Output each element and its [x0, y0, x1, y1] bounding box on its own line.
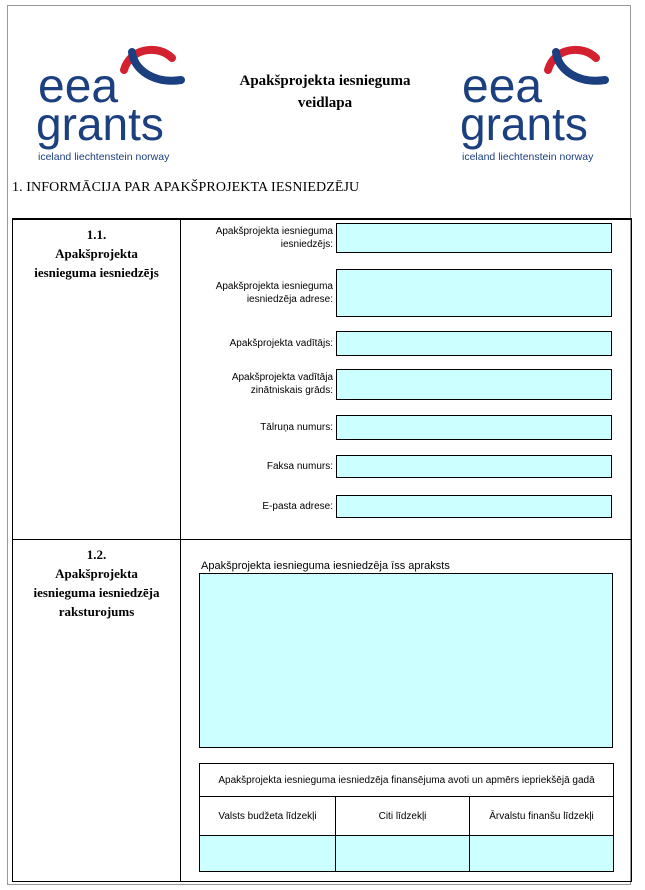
phone-field[interactable] — [336, 415, 612, 440]
email-field[interactable] — [336, 495, 612, 518]
manager-degree-field[interactable] — [336, 369, 612, 400]
other-funds-value-field[interactable] — [336, 836, 470, 872]
subsection-title: Apakšprojekta iesnieguma iesniedzējs — [34, 246, 159, 280]
logo-word1: eea — [38, 60, 119, 113]
subsection-1-1-header — [13, 219, 181, 539]
logo-word2: grants — [460, 98, 588, 150]
subsection-title: Apakšprojekta iesnieguma iesniedzēja raksturojums — [33, 565, 160, 619]
field-label: Apakšprojekta iesnieguma iesniedzēja adrese: — [215, 281, 333, 305]
project-manager-field[interactable] — [336, 331, 612, 356]
form-title-line1: Apakšprojekta iesnieguma — [239, 73, 411, 89]
applicant-name-field[interactable] — [336, 223, 612, 253]
finance-column-state-budget: Valsts budžeta līdzekļi — [200, 797, 336, 836]
subsection-number: 1.2. — [86, 546, 107, 562]
field-label: Faksa numurs: — [266, 460, 333, 472]
state-budget-value-field[interactable] — [200, 836, 336, 872]
section-heading: 1. INFORMĀCIJA PAR APAKŠPROJEKTA IESNIEDZĒJU — [12, 180, 360, 195]
finance-column-other: Citi līdzekļi — [336, 797, 470, 836]
field-row-degree — [186, 368, 631, 400]
fax-field[interactable] — [336, 455, 612, 478]
applicant-fields-cell — [181, 219, 632, 539]
subsection-number: 1.1. — [86, 227, 107, 242]
description-label: Apakšprojekta iesnieguma iesniedzēja īss apraksts — [201, 560, 450, 572]
finance-table-heading: Apakšprojekta iesnieguma iesniedzēja finansējuma avoti un apmērs iepriekšējā gadā — [200, 764, 614, 797]
field-row-applicant — [186, 222, 631, 254]
eea-grants-logo-right — [460, 40, 615, 165]
logo-word2: grants — [36, 98, 164, 150]
field-row-address — [186, 268, 631, 318]
logo-tagline: iceland liechtenstein norway — [38, 151, 170, 163]
field-row-manager — [186, 330, 631, 356]
eea-grants-logo-icon — [460, 40, 615, 165]
logo-word1: eea — [462, 60, 543, 113]
field-row-phone — [186, 414, 631, 440]
applicant-address-field[interactable] — [336, 269, 612, 317]
foreign-funds-value-field[interactable] — [470, 836, 614, 872]
form-title-line2: veidlapa — [297, 95, 353, 111]
finance-sources-table — [199, 763, 614, 872]
form-title — [205, 70, 445, 114]
field-label: E-pasta adrese: — [262, 500, 333, 512]
field-label: Apakšprojekta vadītājs: — [229, 337, 333, 349]
subsection-1-2-header — [13, 539, 181, 881]
field-label: Apakšprojekta vadītāja zinātniskais grāds: — [231, 372, 333, 396]
field-label: Apakšprojekta iesnieguma iesniedzējs: — [215, 226, 333, 250]
description-field[interactable] — [199, 573, 613, 748]
eea-grants-logo-left — [36, 40, 191, 165]
eea-grants-logo-icon — [36, 40, 191, 165]
logo-tagline: iceland liechtenstein norway — [462, 151, 594, 163]
field-row-fax — [186, 454, 631, 478]
field-label: Tālruņa numurs: — [260, 421, 333, 433]
field-row-email — [186, 494, 631, 518]
finance-column-foreign: Ārvalstu finanšu līdzekļi — [470, 797, 614, 836]
